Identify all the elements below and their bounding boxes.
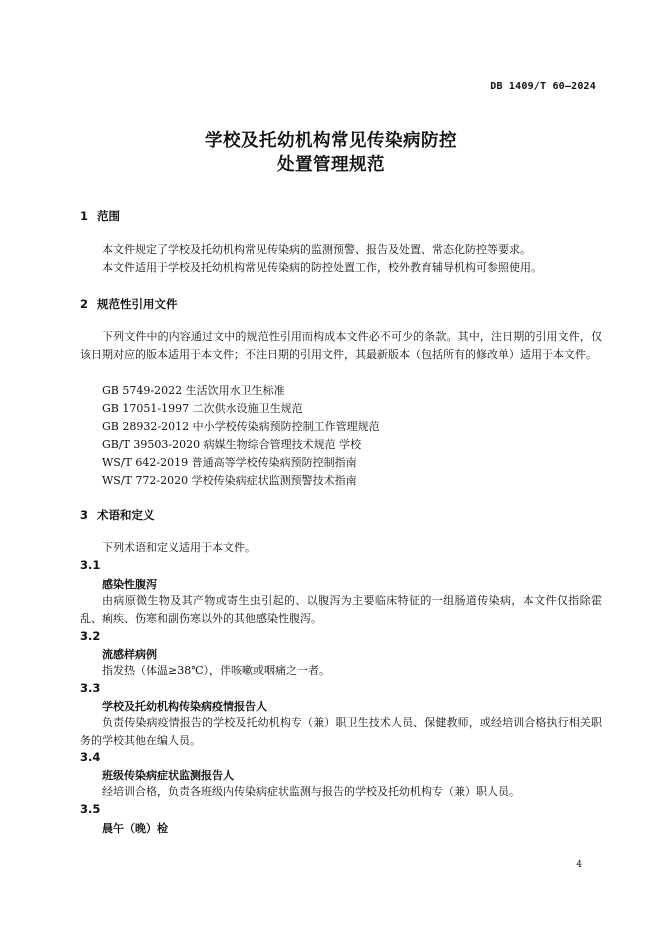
term-name: 感染性腹泻 [102, 578, 157, 591]
term-name: 流感样病例 [102, 648, 157, 661]
section-1-number: 1 [80, 209, 89, 223]
section-2-number: 2 [80, 297, 89, 311]
term-number: 3.5 [80, 802, 101, 816]
term-number: 3.2 [80, 629, 101, 643]
reference-item: GB 28932-2012 中小学校传染病预防控制工作管理规范 [102, 420, 380, 433]
reference-item: WS/T 642-2019 普通高等学校传染病预防控制指南 [102, 456, 357, 469]
term-number: 3.3 [80, 681, 101, 695]
reference-item: WS/T 772-2020 学校传染病症状监测预警技术指南 [102, 474, 357, 487]
page-number: 4 [576, 860, 582, 870]
section-1-paragraph-2: 本文件适用于学校及托幼机构常见传染病的防控处置工作，校外教育辅导机构可参照使用。 [102, 261, 542, 274]
section-3-intro: 下列术语和定义适用于本文件。 [102, 541, 256, 554]
term-number: 3.4 [80, 750, 101, 764]
term-name: 晨午（晚）检 [102, 822, 168, 835]
document-title-line1: 学校及托幼机构常见传染病防控 [205, 131, 457, 151]
section-3-title: 术语和定义 [97, 508, 155, 522]
document-title-line2: 处置管理规范 [277, 155, 385, 175]
section-2-intro: 下列文件中的内容通过文中的规范性引用而构成本文件必不可少的条款。其中，注日期的引用文件，仅该日期对应的版本适用于本文件；不注日期的引用文件，其最新版本（包括所有的修改单）适用于本文件。 [80, 330, 602, 361]
term-definition: 经培训合格，负责各班级内传染病症状监测与报告的学校及托幼机构专（兼）职人员。 [102, 785, 520, 798]
term-definition: 指发热（体温≥38℃），伴咳嗽或咽痛之一者。 [102, 664, 331, 677]
section-1-title: 范围 [97, 209, 120, 223]
section-3-heading [80, 507, 155, 523]
term-definition: 由病原微生物及其产物或寄生虫引起的、以腹泻为主要临床特征的一组肠道传染病，本文件仅指除霍乱、痢疾、伤寒和副伤寒以外的其他感染性腹泻。 [80, 594, 602, 625]
term-number: 3.1 [80, 558, 101, 572]
section-2-title: 规范性引用文件 [97, 297, 178, 311]
reference-item: GB 17051-1997 二次供水设施卫生规范 [102, 402, 303, 415]
term-definition: 负责传染病疫情报告的学校及托幼机构专（兼）职卫生技术人员、保健教师，或经培训合格执行相关职务的学校其他在编人员。 [80, 716, 602, 747]
section-3-number: 3 [80, 508, 89, 522]
section-1-heading [80, 208, 120, 224]
reference-item: GB 5749-2022 生活饮用水卫生标准 [102, 384, 285, 397]
section-2-heading [80, 296, 178, 312]
section-1-paragraph-1: 本文件规定了学校及托幼机构常见传染病的监测预警、报告及处置、常态化防控等要求。 [102, 243, 531, 256]
document-code: DB 1409/T 60—2024 [490, 81, 596, 92]
reference-item: GB/T 39503-2020 病媒生物综合管理技术规范 学校 [102, 438, 362, 451]
term-name: 班级传染病症状监测报告人 [102, 769, 234, 782]
term-name: 学校及托幼机构传染病疫情报告人 [102, 700, 267, 713]
